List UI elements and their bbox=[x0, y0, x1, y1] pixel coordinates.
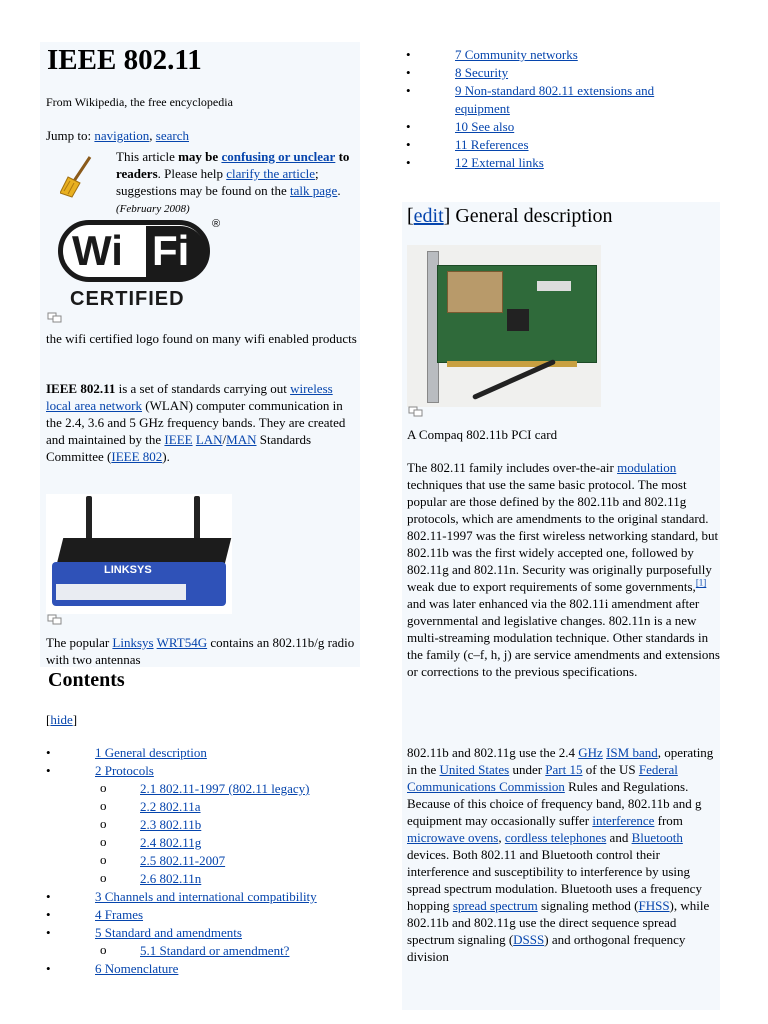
notice-date: (February 2008) bbox=[116, 203, 190, 215]
toc-item bbox=[400, 136, 722, 154]
cordless-telephones-link[interactable]: cordless telephones bbox=[504, 830, 607, 845]
jump-search-link[interactable]: search bbox=[155, 128, 189, 143]
lan-link[interactable]: LAN bbox=[195, 432, 223, 447]
pci-label bbox=[537, 281, 571, 291]
toc-subitem bbox=[40, 870, 370, 888]
toc-link[interactable]: 2 Protocols bbox=[95, 763, 154, 778]
reference-1-link[interactable]: [1] bbox=[695, 577, 707, 588]
p2-text: from bbox=[654, 813, 683, 828]
wlan-link[interactable]: wireless local area network bbox=[46, 381, 333, 413]
notice-text-1: This article bbox=[116, 149, 175, 164]
toc-subitem bbox=[40, 942, 370, 960]
edit-close: ] bbox=[443, 205, 451, 227]
part-15-link[interactable]: Part 15 bbox=[545, 762, 583, 777]
toc-link[interactable]: 2.1 802.11-1997 (802.11 legacy) bbox=[140, 781, 310, 796]
p2-text: devices. Both 802.11 and Bluetooth control their interference and susceptibility to interference by using spread spectrum modulation. Bluetooth uses a frequency hopping bbox=[407, 847, 702, 913]
pci-connector bbox=[447, 361, 577, 367]
intro-paragraph bbox=[46, 380, 358, 465]
toc-link[interactable]: 1 General description bbox=[95, 745, 207, 760]
intro-text-4: Standards Committee ( bbox=[46, 432, 312, 464]
linksys-link[interactable]: Linksys bbox=[112, 635, 154, 650]
p2-text: , bbox=[498, 830, 505, 845]
toc-subitem bbox=[40, 834, 370, 852]
toc-item bbox=[400, 64, 722, 82]
edit-link[interactable]: edit bbox=[413, 205, 444, 227]
notice-text-3: to readers bbox=[116, 149, 350, 181]
toc-hide-open: [ bbox=[46, 712, 51, 727]
notice-text-4: . Please help bbox=[157, 166, 223, 181]
p2-text: under bbox=[509, 762, 546, 777]
router-panel bbox=[56, 584, 186, 600]
jump-to bbox=[46, 127, 189, 144]
toc-list-continued bbox=[400, 46, 722, 172]
confusing-link[interactable]: confusing or unclear bbox=[221, 149, 336, 164]
toc-link[interactable]: 2.6 802.11n bbox=[140, 871, 202, 886]
wifi-logo-wi: Wi bbox=[72, 227, 123, 274]
dsss-link[interactable]: DSSS bbox=[513, 932, 545, 947]
p2-text: and bbox=[606, 830, 632, 845]
router-top bbox=[57, 538, 231, 564]
toc-link[interactable]: 5 Standard and amendments bbox=[95, 925, 242, 940]
toc-item bbox=[400, 154, 722, 172]
general-heading-text: General description bbox=[450, 205, 613, 227]
toc-hide-link[interactable]: hide bbox=[50, 712, 73, 727]
pci-card-image[interactable] bbox=[407, 245, 601, 407]
man-link[interactable]: MAN bbox=[226, 432, 257, 447]
toc-link[interactable]: 2.5 802.11-2007 bbox=[140, 853, 226, 868]
interference-link[interactable]: interference bbox=[592, 813, 655, 828]
ieee-802-link[interactable]: IEEE 802 bbox=[111, 449, 163, 464]
enlarge-icon[interactable] bbox=[47, 614, 63, 625]
modulation-link[interactable]: modulation bbox=[617, 460, 677, 475]
united-states-link[interactable]: United States bbox=[439, 762, 510, 777]
section-heading-general bbox=[407, 205, 613, 228]
tagline: From Wikipedia, the free encyclopedia bbox=[46, 95, 233, 109]
intro-slash: / bbox=[222, 432, 227, 447]
ieee-link[interactable]: IEEE bbox=[164, 432, 193, 447]
router-caption-1: The popular bbox=[46, 635, 113, 650]
wifi-logo-caption: the wifi certified logo found on many wifi enabled products bbox=[46, 331, 357, 346]
toc-link[interactable]: 12 External links bbox=[455, 155, 544, 170]
wifi-logo-registered: ® bbox=[212, 218, 221, 230]
ism-band-link[interactable]: ISM band bbox=[606, 745, 658, 760]
toc-list bbox=[40, 744, 370, 978]
jump-navigation-link[interactable]: navigation bbox=[94, 128, 150, 143]
fhss-link[interactable]: FHSS bbox=[638, 898, 670, 913]
toc-item bbox=[40, 888, 370, 906]
microwave-ovens-link[interactable]: microwave ovens bbox=[407, 830, 499, 845]
notice-text-2: may be bbox=[178, 149, 219, 164]
notice-text-6: . bbox=[337, 183, 341, 198]
toc-hide-close: ] bbox=[72, 712, 78, 727]
p2-text: signaling method ( bbox=[537, 898, 639, 913]
toc-subitem bbox=[40, 816, 370, 834]
page-title: IEEE 802.11 bbox=[47, 44, 202, 76]
wrt54g-link[interactable]: WRT54G bbox=[156, 635, 208, 650]
clarify-link[interactable]: clarify the article bbox=[226, 166, 316, 181]
pci-radio-shield bbox=[447, 271, 503, 313]
toc-subitem bbox=[40, 852, 370, 870]
jump-separator: , bbox=[149, 128, 153, 143]
p2-text: Rules and Regulations. Because of this choice of frequency band, 802.11b and g equipment may occasionally suffer bbox=[407, 779, 702, 828]
wifi-certified-logo[interactable] bbox=[54, 218, 224, 314]
toc-link[interactable]: 8 Security bbox=[455, 65, 509, 80]
talk-page-link[interactable]: talk page bbox=[290, 183, 338, 198]
toc-title: Contents bbox=[48, 669, 125, 691]
toc-link[interactable]: 5.1 Standard or amendment? bbox=[140, 943, 290, 958]
pci-card-caption: A Compaq 802.11b PCI card bbox=[407, 427, 558, 442]
p2-text: ), while 802.11b and 802.11g use the direct sequence spread spectrum signaling ( bbox=[407, 898, 710, 947]
p1-text-3: and was later enhanced via the 802.11i amendment after governmental and legislative changes. 802.11n is a new multi-streaming modulation technique. Other standards in the family (c–f, h, j) are service amendments and extensions or corrections to the previous specifications. bbox=[407, 596, 720, 679]
toc-link[interactable]: 3 Channels and international compatibility bbox=[95, 889, 317, 904]
toc-item bbox=[40, 960, 370, 978]
jump-to-label: Jump to: bbox=[46, 128, 92, 143]
toc-link[interactable]: 4 Frames bbox=[95, 907, 144, 922]
wifi-logo-certified: CERTIFIED bbox=[70, 288, 185, 310]
cleanup-notice bbox=[116, 148, 360, 218]
edit-open: [ bbox=[407, 205, 414, 227]
toc-item bbox=[40, 924, 370, 942]
spread-spectrum-link[interactable]: spread spectrum bbox=[452, 898, 538, 913]
p2-text: of the US bbox=[582, 762, 639, 777]
toc-link[interactable]: 2.2 802.11a bbox=[140, 799, 201, 814]
intro-bold: IEEE 802.11 bbox=[46, 381, 116, 396]
toc-subitem bbox=[40, 780, 370, 798]
toc-link[interactable]: 11 References bbox=[455, 137, 529, 152]
intro-text-2: (WLAN) computer communication in the 2.4, 3.6 and 5 GHz frequency bands. They are created and maintained by the bbox=[46, 398, 346, 447]
toc-item bbox=[400, 46, 722, 64]
toc-item bbox=[40, 906, 370, 924]
general-paragraph-2 bbox=[407, 744, 721, 965]
p1-text-2: techniques that use the same basic protocol. The most popular are those defined by the 802.11b and 802.11g protocols, which are amendments to the original standard. 802.11-1997 was the first wireless networking standard, but 802.11b was the first widely accepted one, followed by 802.11g and 802.11n. Security was originally purposefully weak due to export requirements of some governments, bbox=[407, 477, 719, 594]
broom-icon bbox=[60, 155, 96, 199]
router-brand: LINKSYS bbox=[104, 564, 152, 576]
toc-hide bbox=[46, 711, 77, 728]
toc-item bbox=[400, 118, 722, 136]
intro-text-5: ). bbox=[162, 449, 170, 464]
toc-item bbox=[400, 82, 685, 118]
p2-text: 802.11b and 802.11g use the 2.4 bbox=[407, 745, 579, 760]
wifi-logo-fi: Fi bbox=[152, 227, 190, 274]
enlarge-icon[interactable] bbox=[408, 406, 424, 417]
ghz-link[interactable]: GHz bbox=[578, 745, 603, 760]
toc-subitem bbox=[40, 798, 370, 816]
fcc-link[interactable]: Federal Communications Commission bbox=[407, 762, 678, 794]
toc-link[interactable]: 2.3 802.11b bbox=[140, 817, 202, 832]
bluetooth-link[interactable]: Bluetooth bbox=[631, 830, 683, 845]
enlarge-icon[interactable] bbox=[47, 312, 63, 323]
p2-text: , operating in the bbox=[407, 745, 714, 777]
toc-link[interactable]: 2.4 802.11g bbox=[140, 835, 202, 850]
toc-link[interactable]: 9 Non-standard 802.11 extensions and equipment bbox=[455, 83, 655, 116]
router-caption bbox=[46, 634, 358, 668]
notice-text-5: ; suggestions may be found on the bbox=[116, 166, 319, 198]
pci-chip bbox=[507, 309, 529, 331]
router-caption-3: contains an 802.11b/g radio with two antennas bbox=[46, 635, 355, 667]
general-paragraph-1 bbox=[407, 459, 721, 680]
intro-text-1: is a set of standards carrying out bbox=[115, 381, 291, 396]
toc-item bbox=[40, 744, 370, 762]
toc-link[interactable]: 6 Nomenclature bbox=[95, 961, 179, 976]
router-image[interactable] bbox=[46, 494, 232, 614]
toc-link[interactable]: 10 See also bbox=[455, 119, 515, 134]
toc-item bbox=[40, 762, 370, 780]
p1-text-1: The 802.11 family includes over-the-air bbox=[407, 460, 618, 475]
p2-text: ) and orthogonal frequency division bbox=[407, 932, 686, 964]
toc-link[interactable]: 7 Community networks bbox=[455, 47, 578, 62]
